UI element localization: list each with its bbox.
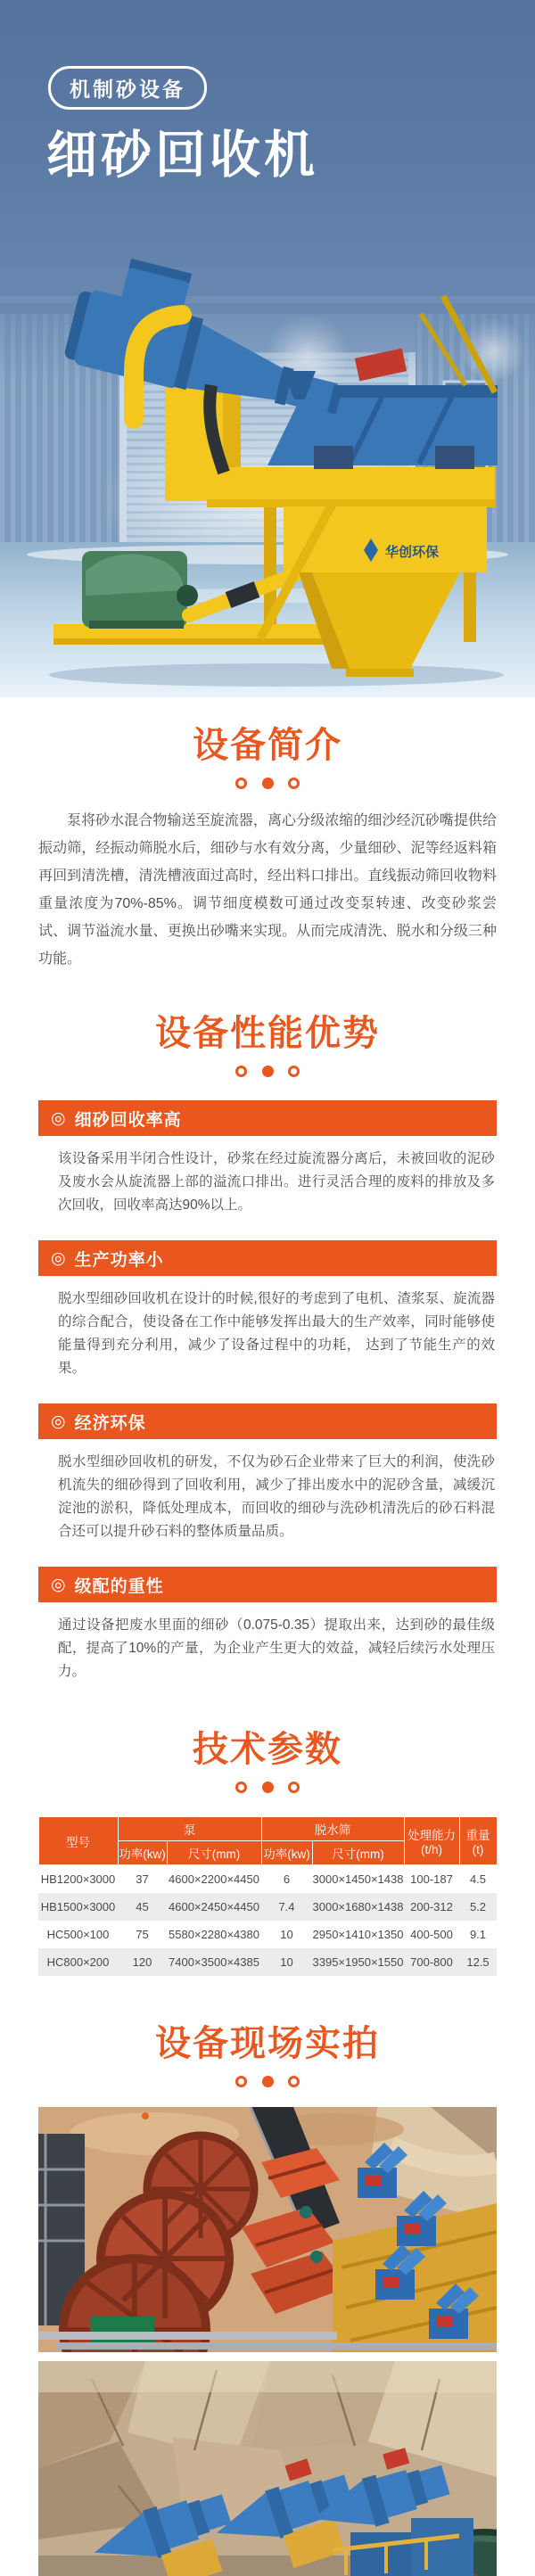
bullseye-icon: ◎: [51, 1575, 67, 1594]
dot-solid-icon: [262, 1782, 274, 1793]
advantage-card: [38, 1100, 497, 1217]
advantage-title: 级配的重性: [74, 1576, 164, 1596]
dot-solid-icon: [262, 778, 274, 789]
col-weight: 重量 (t): [459, 1817, 497, 1865]
advantage-body: 通过设备把废水里面的细砂（0.075-0.35）提取出来，达到砂的最佳级配，提高了10%的产量，为企业产生更大的效益，减轻后续污水处理压力。: [58, 1617, 495, 1679]
dot-hollow-icon: [235, 778, 247, 789]
dot-hollow-icon: [288, 778, 300, 789]
advantage-card: [38, 1403, 497, 1543]
advantage-card: [38, 1240, 497, 1380]
bullseye-icon: ◎: [51, 1108, 67, 1128]
product-category-badge: 机制砂设备: [48, 66, 207, 110]
dot-hollow-icon: [288, 1066, 300, 1077]
advantage-header: [38, 1100, 497, 1136]
dots-separator: [0, 1780, 535, 1793]
section-gallery: [0, 2024, 535, 2576]
params-title: 技术参数: [193, 1730, 342, 1769]
advantage-body: 脱水型细砂回收机的研发，不仅为砂石企业带来了巨大的利润，使洗砂机流失的细砂得到了回收利用，减少了排出废水中的泥砂含量，减缓沉淀池的淤积，降低处理成本，而回收的细砂与洗砂机清洗后的砂石料混合还可以提升砂石料的整体质量品质。: [58, 1454, 495, 1539]
dot-hollow-icon: [235, 1782, 247, 1793]
intro-paragraph: 泵将砂水混合物输送至旋流器，离心分级浓缩的细沙经沉砂嘴提供给振动筛，经振动筛脱水后，细砂与水有效分离，少量细砂、泥等经返料箱再回到清洗槽，清洗槽液面过高时，经出料口排出。直线振动筛回收物料重量浓度为70%-85%。调节细度模数可通过改变泵转速、改变砂浆尝试、调节溢流水量、更换出砂嘴来实现。从而完成清洗、脱水和分级三种功能。: [38, 813, 497, 967]
product-title: 细砂回收机: [46, 127, 318, 184]
dots-separator: [0, 1064, 535, 1077]
table-row: HB1500×3000 45 4600×2450×4450 7.4 3000×1680×1438 200-312 5.2: [38, 1893, 497, 1921]
spec-table: [38, 1816, 498, 1976]
col-model: 型号: [38, 1817, 118, 1865]
table-row: HC800×200 120 7400×3500×4385 10 3395×1950×1550 700-800 12.5: [38, 1948, 497, 1976]
advantage-body: 脱水型细砂回收机在设计的时候,很好的考虑到了电机、渣浆泵、旋流器的综合配合，使设备在工作中能够发挥出最大的生产效率，同时能够使能量得到充分利用，减少了设备过程中的功耗， 达到了节能生产的效果。: [58, 1291, 495, 1376]
bullseye-icon: ◎: [51, 1248, 67, 1268]
gallery-title: 设备现场实拍: [155, 2024, 380, 2063]
gallery-photo-1: [38, 2107, 497, 2352]
dot-hollow-icon: [288, 2076, 300, 2087]
section-intro: [0, 726, 535, 973]
advantage-title: 经济环保: [74, 1413, 146, 1433]
advantage-title: 生产功率小: [74, 1250, 164, 1270]
dot-hollow-icon: [235, 2076, 247, 2087]
intro-title: 设备简介: [193, 726, 342, 765]
gallery-photo-2: [38, 2361, 497, 2576]
col-pump-size: 尺寸(mm): [167, 1841, 261, 1865]
advantage-header: [38, 1403, 497, 1439]
hero-section: [0, 0, 535, 697]
bullseye-icon: ◎: [51, 1411, 67, 1431]
col-capacity: 处理能力 (t/h): [404, 1817, 459, 1865]
col-screen: 脱水筛: [261, 1817, 404, 1841]
advantage-card: [38, 1567, 497, 1683]
machine-logo: 华创环保: [385, 545, 440, 560]
table-row: HB1200×3000 37 4600×2200×4450 6 3000×1450×1438 100-187 4.5: [40, 1872, 487, 1886]
col-screen-power: 功率(kw): [261, 1841, 312, 1865]
dots-separator: [0, 2074, 535, 2087]
advantage-body: 该设备采用半闭合性设计，砂浆在经过旋流器分离后，未被回收的泥砂及废水会从旋流器上部的溢流口排出。进行灵活合理的废料的排放及多次回收，回收率高达90%以上。: [58, 1151, 495, 1213]
dot-hollow-icon: [288, 1782, 300, 1793]
col-pump-power: 功率(kw): [118, 1841, 167, 1865]
dots-separator: [0, 776, 535, 789]
section-advantages: [0, 1014, 535, 1683]
col-screen-size: 尺寸(mm): [312, 1841, 404, 1865]
dot-hollow-icon: [235, 1066, 247, 1077]
section-params: [0, 1730, 535, 1976]
dot-solid-icon: [262, 1066, 274, 1077]
advantage-header: [38, 1240, 497, 1276]
advantage-header: [38, 1567, 497, 1602]
dot-solid-icon: [262, 2076, 274, 2087]
advantages-title: 设备性能优势: [155, 1014, 380, 1053]
col-pump: 泵: [118, 1817, 261, 1841]
table-row: HC500×100 75 5580×2280×4380 10 2950×1410×1350 400-500 9.1: [46, 1928, 487, 1941]
advantage-title: 细砂回收率高: [74, 1110, 182, 1130]
